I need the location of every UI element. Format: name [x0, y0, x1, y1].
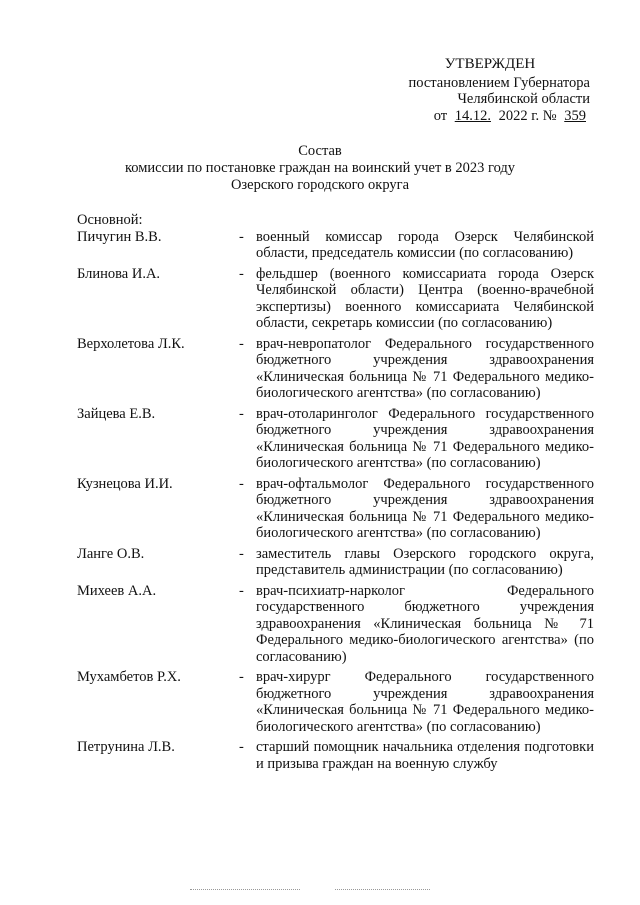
- member-name: Петрунина Л.В.: [77, 739, 175, 755]
- member-dash: -: [239, 265, 244, 282]
- approval-year-no: 2022 г. №: [498, 107, 557, 124]
- member-role: врач-невропатолог Федерального государственного бюджетного учреждения здравоохранения «Клиническая больница № 71 Федерального медико-биологического агентства» (по согласованию): [256, 335, 594, 401]
- member-name: Пичугин В.В.: [77, 228, 162, 245]
- member-name: Зайцева Е.В.: [77, 405, 156, 422]
- member-dash: -: [239, 335, 244, 352]
- member-role: старший помощник начальника отделения подготовки и призыва граждан на военную службу: [256, 739, 594, 772]
- footer-dotted-line: [335, 889, 430, 890]
- member-role: заместитель главы Озерского городского округа, представитель администрации (по согласованию): [256, 545, 594, 578]
- approval-date: 14.12.: [454, 107, 491, 124]
- member-row: [77, 583, 594, 666]
- member-dash: -: [239, 405, 244, 422]
- member-role: военный комиссар города Озерск Челябинской области, председатель комиссии (по согласованию): [256, 228, 594, 261]
- member-dash: -: [239, 669, 244, 685]
- section-label: Основной:: [77, 212, 143, 228]
- title-line-1: Состав: [298, 143, 342, 159]
- member-dash: -: [239, 475, 244, 492]
- member-row: [77, 229, 594, 262]
- member-name: Мухамбетов Р.Х.: [77, 669, 181, 685]
- member-dash: -: [239, 228, 244, 245]
- member-name: Ланге О.В.: [77, 545, 145, 562]
- approval-heading: УТВЕРЖДЕН: [444, 56, 536, 72]
- member-row: [77, 406, 594, 472]
- member-row: [77, 336, 594, 402]
- member-role: врач-хирург Федерального государственного бюджетного учреждения здравоохранения «Клиническая больница № 71 Федерального медико-биологического агентства» (по согласованию): [256, 669, 594, 735]
- member-dash: -: [239, 582, 244, 599]
- member-row: [77, 546, 594, 579]
- document-title: [0, 143, 640, 194]
- member-row: [77, 476, 594, 542]
- approval-prefix: от: [433, 107, 448, 124]
- member-name: Кузнецова И.И.: [77, 475, 173, 492]
- approval-line-2: Челябинской области: [457, 91, 590, 107]
- member-dash: -: [239, 739, 244, 755]
- member-name: Михеев А.А.: [77, 582, 157, 599]
- title-line-3: Озерского городского округа: [230, 177, 410, 193]
- member-name: Верхолетова Л.К.: [77, 335, 185, 352]
- member-role: врач-отоларинголог Федерального государственного бюджетного учреждения здравоохранения «Клиническая больница № 71 Федерального медико-биологического агентства» (по согласованию): [256, 405, 594, 471]
- approval-block: [390, 56, 590, 124]
- member-row: [77, 266, 594, 332]
- member-dash: -: [239, 545, 244, 562]
- member-row: [77, 739, 594, 772]
- approval-number: 359: [564, 107, 586, 124]
- member-role: врач-офтальмолог Федерального государственного бюджетного учреждения здравоохранения «Клиническая больница № 71 Федерального медико-биологического агентства» (по согласованию): [256, 475, 594, 541]
- approval-date-line: [390, 108, 590, 125]
- members-list: [77, 212, 594, 776]
- title-line-2: комиссии по постановке граждан на воинский учет в 2023 году: [124, 160, 516, 176]
- member-row: [77, 669, 594, 735]
- member-role: врач-психиатр-нарколог Федерального государственного бюджетного учреждения здравоохранения «Клиническая больница № 71 Федерального медико-биологического агентства» (по согласованию): [256, 582, 594, 665]
- approval-line-1: постановлением Губернатора: [408, 74, 590, 91]
- member-role: фельдшер (военного комиссариата города Озерск Челябинской области) Центра (военно-врачебной экспертизы) военного комиссариата Челябинской области, секретарь комиссии (по согласованию): [256, 265, 594, 331]
- member-name: Блинова И.А.: [77, 265, 161, 282]
- footer-dotted-line: [190, 889, 300, 890]
